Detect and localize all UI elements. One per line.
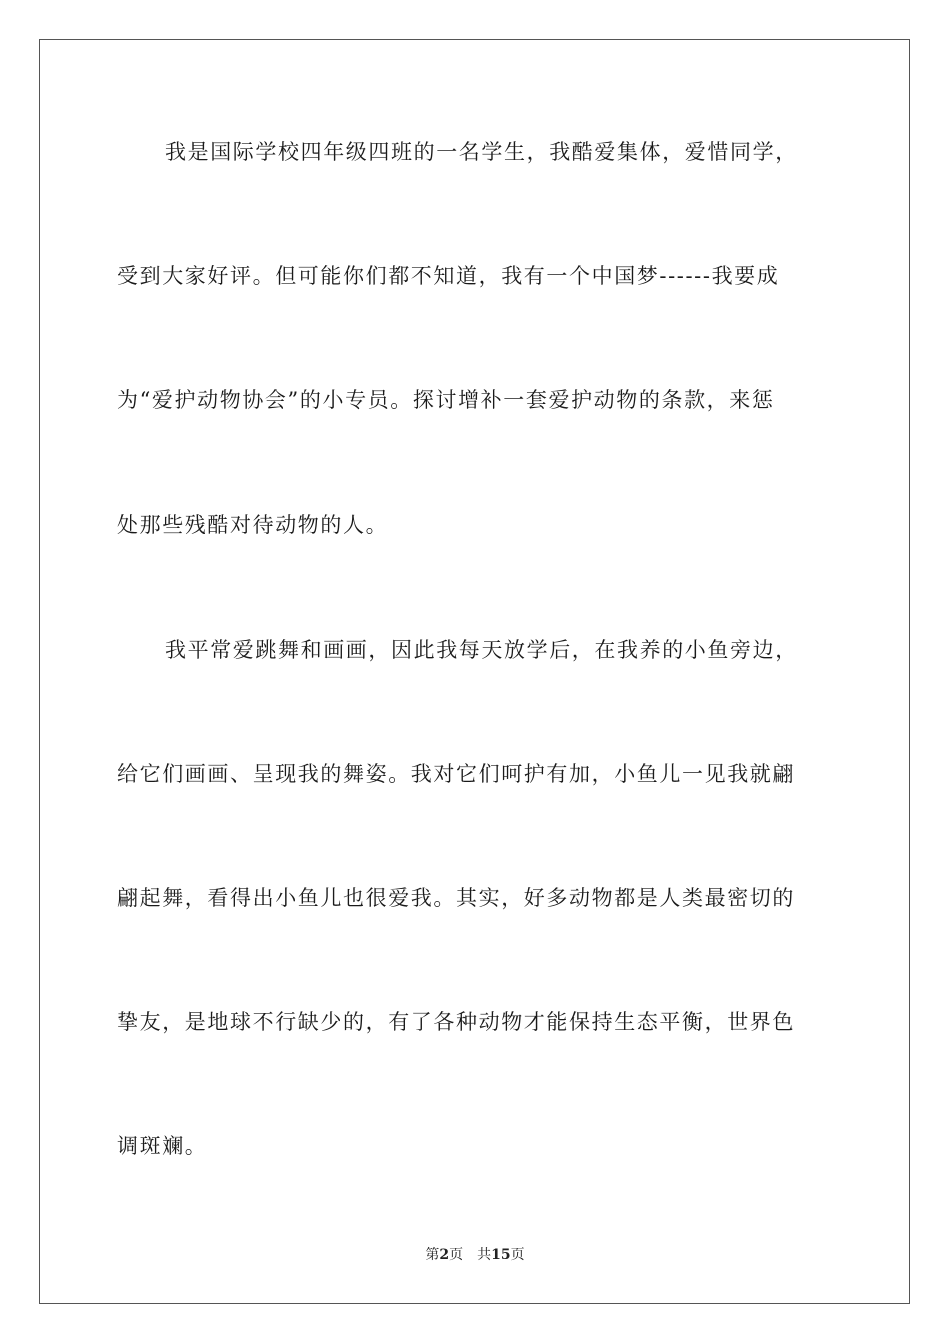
paragraph-1-line-4: 处那些残酷对待动物的人。 [117,513,389,537]
page-border [39,39,910,1304]
page-suffix: 页 [449,1247,464,1263]
paragraph-2-line-3: 翩起舞，看得出小鱼儿也很爱我。其实，好多动物都是人类最密切的 [117,886,795,910]
paragraph-2-line-2: 给它们画画、呈现我的舞姿。我对它们呵护有加，小鱼儿一见我就翩 [117,762,795,786]
paragraph-1-line-2: 受到大家好评。但可能你们都不知道，我有一个中国梦------我要成 [117,264,780,288]
total-prefix: 共 [477,1247,492,1263]
paragraph-1-line-1: 我是国际学校四年级四班的一名学生，我酷爱集体，爱惜同学， [165,140,798,164]
page-number: 2 [439,1247,450,1263]
paragraph-1-line-3: 为“爱护动物协会”的小专员。探讨增补一套爱护动物的条款，来惩 [117,388,775,412]
total-suffix: 页 [510,1247,525,1263]
total-pages: 15 [491,1247,511,1263]
paragraph-2-line-1: 我平常爱跳舞和画画，因此我每天放学后，在我养的小鱼旁边， [165,638,798,662]
page-prefix: 第 [425,1247,440,1263]
page-footer [0,1246,950,1264]
paragraph-2-line-4: 挚友，是地球不行缺少的，有了各种动物才能保持生态平衡，世界色 [117,1010,795,1034]
paragraph-2-line-5: 调斑斓。 [117,1134,208,1158]
